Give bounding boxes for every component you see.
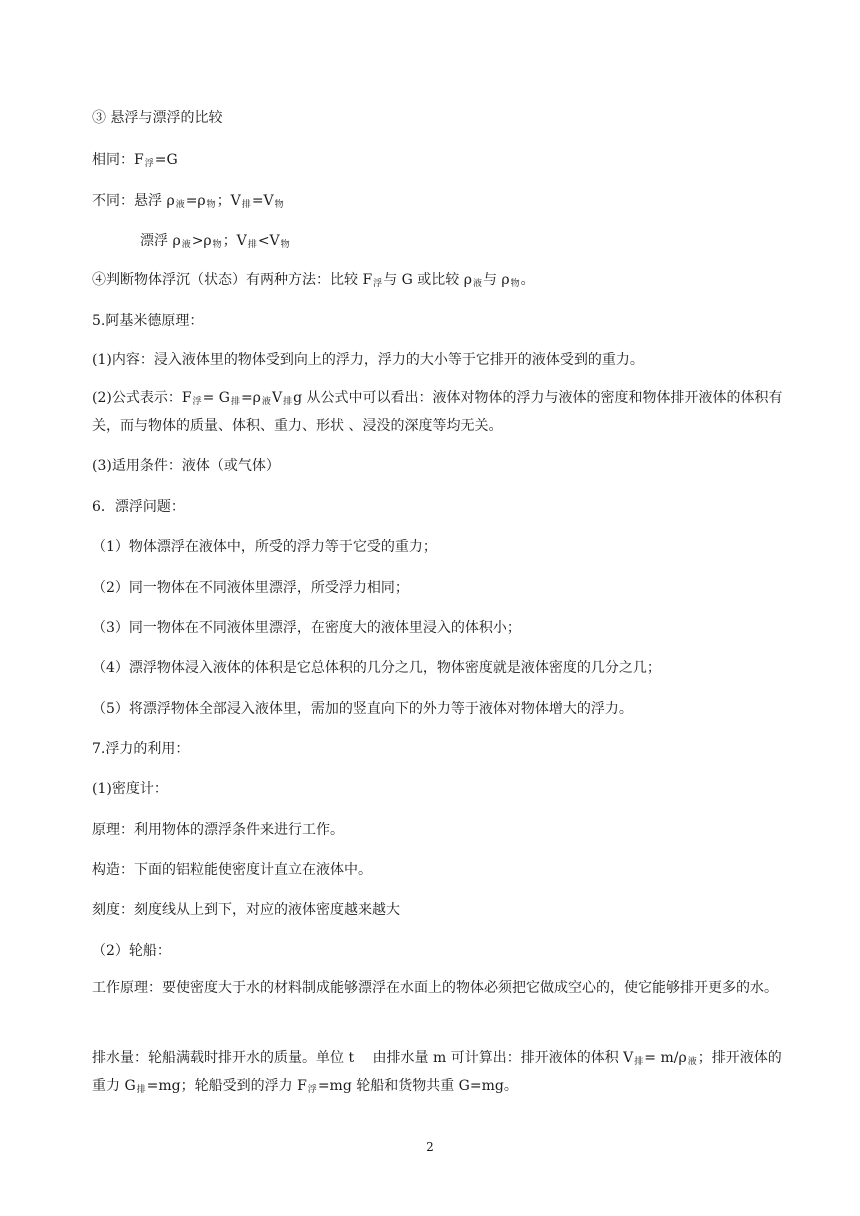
floating-item-4: （4）漂浮物体浸入液体的体积是它总体积的几分之几，物体密度就是液体密度的几分之几； xyxy=(92,660,661,676)
judge-methods: ④判断物体浮沉（状态）有两种方法：比较 $F_浮$与 G 或比较 $\rho_液$与 $\rho_物$。 xyxy=(92,272,535,289)
heading-suspension-vs-floating: ③ 悬浮与漂浮的比较 xyxy=(92,110,223,126)
floating-item-5: （5）将漂浮物体全部浸入液体里，需加的竖直向下的外力等于液体对物体增大的浮力。 xyxy=(92,701,633,717)
ship-displacement: 排水量：轮船满载时排开水的质量。单位 t 由排水量 m 可计算出：排开液体的体积 $V_排= m/\rho_液$；排开液体的重力 $G_排=mg$；轮船受到的浮力 $F_浮=mg$ 轮船和货物共重 G=mg。 xyxy=(92,1050,782,1095)
same-condition: 相同：$F_浮=G$ xyxy=(92,152,178,169)
heading-floating-problems: 6．漂浮问题： xyxy=(92,499,185,515)
density-meter-structure: 构造：下面的铝粒能使密度计直立在液体中。 xyxy=(92,862,372,878)
heading-buoyancy-uses: 7.浮力的利用： xyxy=(92,741,190,757)
diff-floating: 漂浮 $\rho_液>\rho_物$；$V_排<V_物$ xyxy=(140,233,290,250)
density-meter-principle: 原理：利用物体的漂浮条件来进行工作。 xyxy=(92,822,344,838)
archimedes-content: (1)内容：浸入液体里的物体受到向上的浮力，浮力的大小等于它排开的液体受到的重力。 xyxy=(92,352,644,368)
floating-item-3: （3）同一物体在不同液体里漂浮，在密度大的液体里浸入的体积小； xyxy=(92,620,521,636)
floating-item-1: （1）物体漂浮在液体中，所受的浮力等于它受的重力； xyxy=(92,539,437,555)
density-meter-heading: (1)密度计： xyxy=(92,781,168,797)
ship-heading: （2）轮船： xyxy=(92,943,171,959)
archimedes-conditions: (3)适用条件：液体（或气体） xyxy=(92,458,280,474)
heading-archimedes: 5.阿基米德原理： xyxy=(92,313,204,329)
diff-suspension: 不同：悬浮 $\rho_液=\rho_物$；$V_排=V_物$ xyxy=(92,193,284,210)
ship-principle: 工作原理：要使密度大于水的材料制成能够漂浮在水面上的物体必须把它做成空心的，使它能够排开更多的水。 xyxy=(92,980,778,996)
floating-item-2: （2）同一物体在不同液体里漂浮，所受浮力相同； xyxy=(92,580,409,596)
page-number: 2 xyxy=(426,1140,434,1154)
density-meter-scale: 刻度：刻度线从上到下，对应的液体密度越来越大 xyxy=(92,902,400,918)
archimedes-formula: (2)公式表示：$F_浮= G_排=\rho_液V_排g$ 从公式中可以看出：液体对物体的浮力与液体的密度和物体排开液体的体积有关，而与物体的质量、体积、重力、形状 、浸没的深度等均无关。 xyxy=(92,390,783,434)
